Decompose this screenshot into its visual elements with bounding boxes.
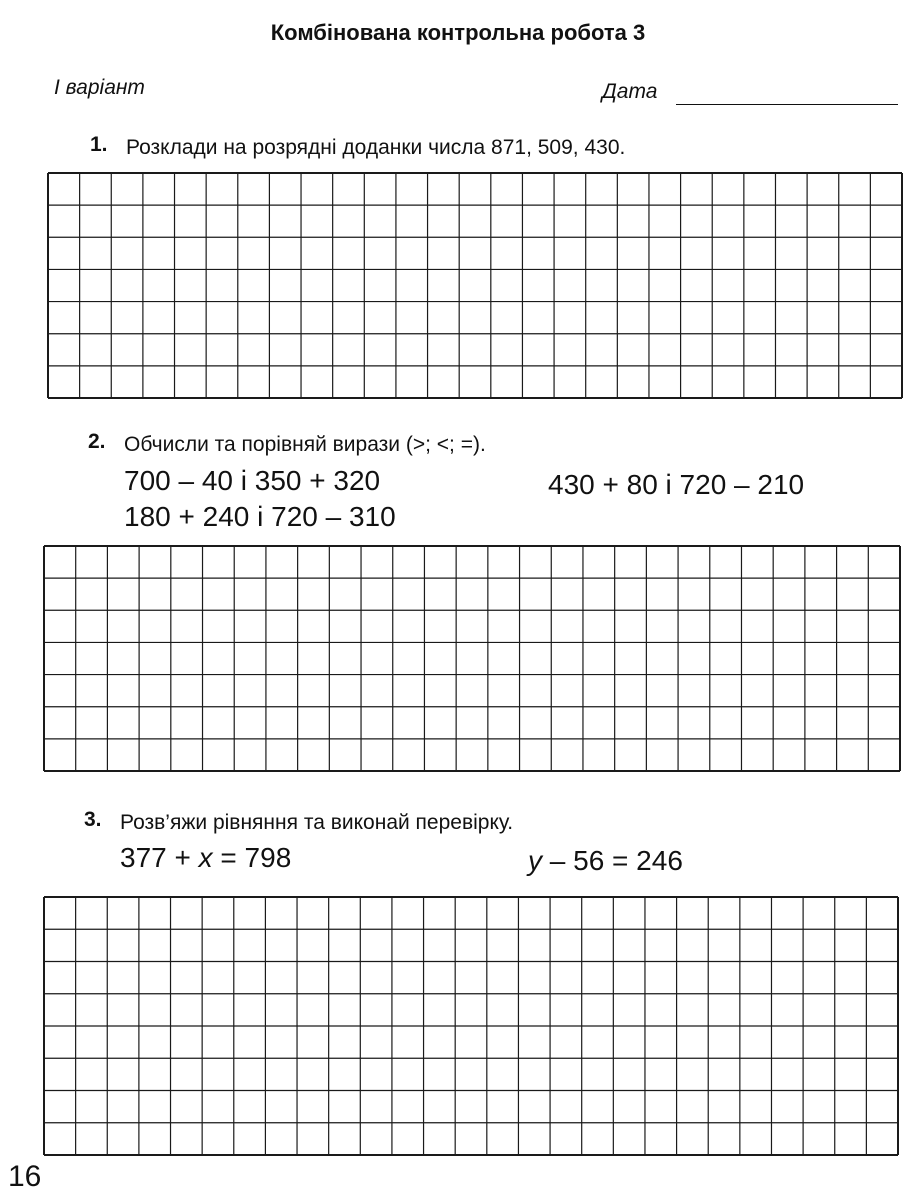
task-2-expression-3: 180 + 240 і 720 – 310 [124,501,396,532]
task-3-answer-grid[interactable] [43,896,899,1156]
task-2-expression-1: 700 – 40 і 350 + 320 [124,465,381,496]
equation-1-variable: x [198,842,213,873]
date-input-line[interactable] [676,104,898,105]
equation-2-variable: y [528,845,542,876]
task-2-text: Обчисли та порівняй вирази (>; <; =). [124,433,486,456]
task-3-equation-1 [120,842,291,874]
variant-label: І варіант [54,76,145,99]
task-3-number: 3. [84,808,102,831]
page-title: Комбінована контрольна робота 3 [270,20,646,45]
equation-1-left: 377 + [120,842,199,873]
task-1-text: Розклади на розрядні доданки числа 871, 509, 430. [126,136,626,159]
task-2-number: 2. [88,430,106,453]
task-2-expression-2: 430 + 80 і 720 – 210 [548,469,805,500]
equation-1-right: = 798 [212,842,292,873]
task-1-number: 1. [90,133,108,156]
task-2-answer-grid[interactable] [43,545,901,772]
equation-2-right: – 56 = 246 [542,845,683,876]
page-number: 16 [8,1160,42,1193]
date-label: Дата [602,80,658,103]
task-1-answer-grid[interactable] [47,172,903,399]
task-3-text: Розв’яжи рівняння та виконай перевірку. [120,811,514,834]
task-3-equation-2 [528,845,683,877]
